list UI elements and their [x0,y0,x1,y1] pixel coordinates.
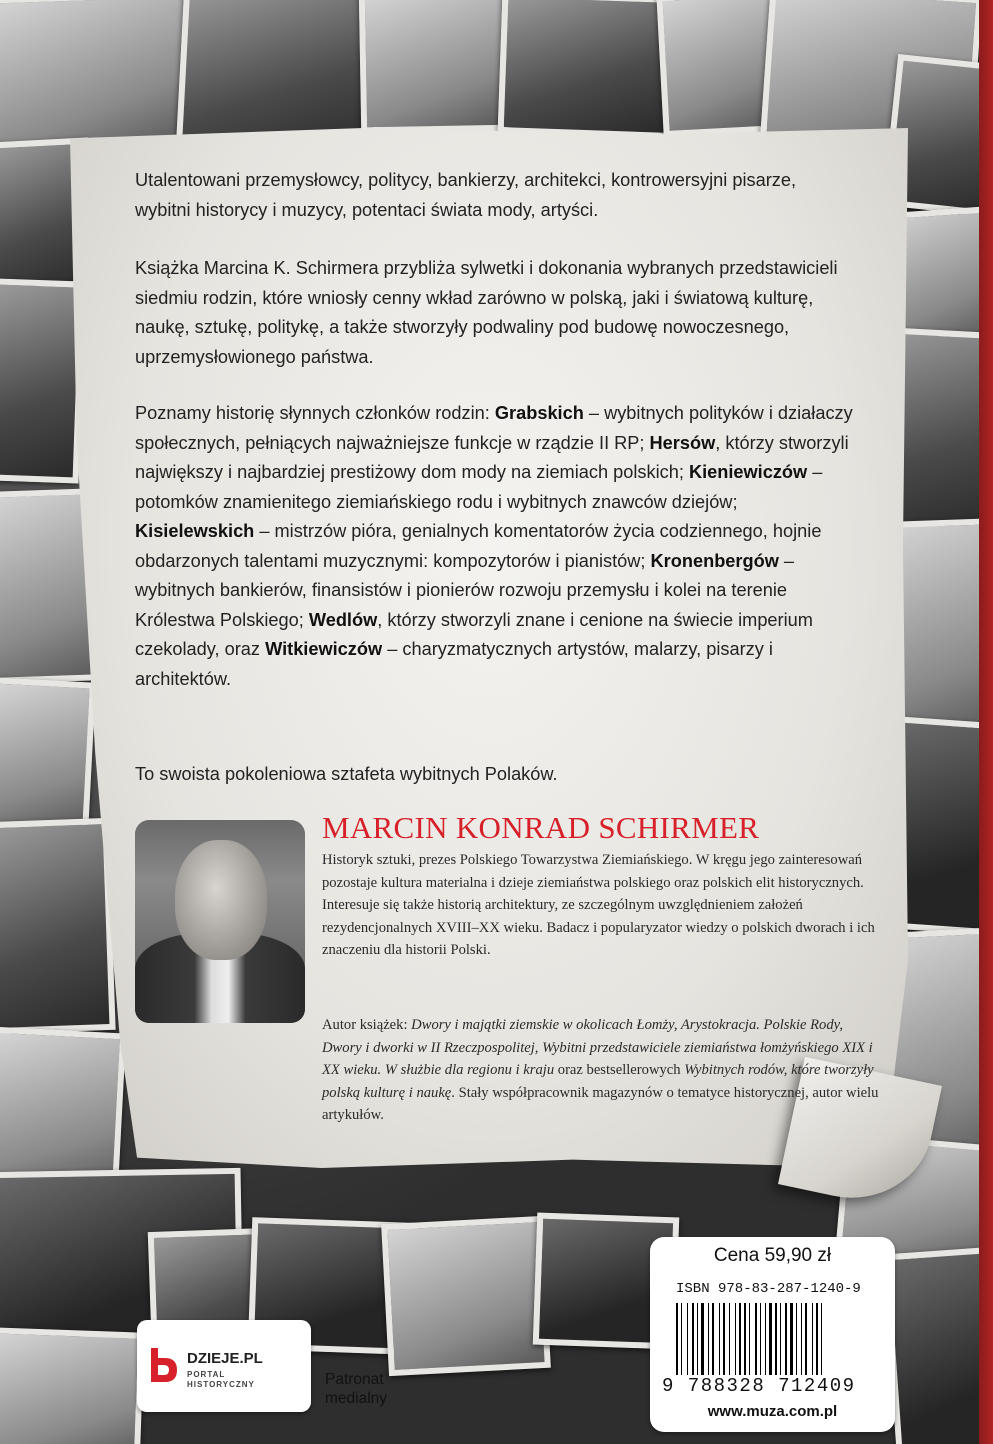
description-text: To swoista pokoleniowa sztafeta wybitnych Polaków. [135,764,558,784]
author-bio-text: Historyk sztuki, prezes Polskiego Towarzystwa Ziemiańskiego. W kręgu jego zainteresowań pozostaje kultura materialna i dzieje ziemiaństwa polskiego oraz polskich elit historycznych. Interesuje się także historią architektury, ze szczególnym uwzględnieniem założeń rezydencjonalnych XVIII–XX wieku. Badacz i popularyzator wiedzy o polskich dworach i ich znaczeniu dla historii Polski. [322,852,875,958]
barcode-bar [814,1303,815,1375]
barcode-bar [692,1303,694,1375]
barcode-bar [737,1303,738,1375]
barcode-bar [683,1303,686,1375]
barcode-bar [785,1303,787,1375]
barcode-bar [742,1303,743,1375]
family-name: Wedlów [308,609,378,630]
author-bio [322,849,882,962]
barcode-bar [723,1303,725,1375]
barcode-bar [710,1303,711,1375]
barcode-bar [719,1303,720,1375]
logo-subtitle-line: PORTAL [187,1370,226,1379]
family-name: Kieniewiczów [688,462,808,482]
family-name: Hersów [649,432,716,453]
barcode-bar [780,1303,781,1375]
book-titles: Dwory i majątki ziemskie w okolicach Łomży, Arystokracja. Polskie Rody, Dwory i dworki w II Rzeczpospolitej, Wybitni przedstawiciele ziemiaństwa łomżyńskiego XIX i XX wieku. W służbie dla regionu i kraju [322,1017,873,1078]
barcode-bar [739,1303,741,1375]
patronat-line: medialny [325,1390,388,1407]
barcode-digits: 9 788328 712409 [662,1375,856,1397]
barcode-bar [712,1303,714,1375]
text-span: , którzy stworzyli największy i najbardziej prestiżowy dom mody na ziemiach polskich; [135,432,849,482]
barcode-bar [803,1303,804,1375]
family-photo [0,1327,144,1444]
description-paragraph-4 [135,760,855,790]
author-face [175,840,267,960]
barcode-bar [819,1303,820,1375]
barcode-bar [801,1303,802,1375]
family-photo [381,1216,551,1376]
text-span: , którzy stworzyli znane i cenione na świecie imperium czekolady, oraz [135,609,813,659]
text-span: – wybitnych polityków i działaczy społecznych, pełniących najważniejsze funkcje w rządzie II RP; [135,403,853,453]
barcode-bar [778,1303,779,1375]
portrait-photo [0,278,85,483]
barcode-bar [762,1303,764,1375]
children-photo [0,818,116,1034]
barcode-bar [808,1303,811,1375]
barcode [676,1303,876,1375]
price-sticker [650,1237,895,1432]
text-span: . Stały współpracownik magazynów o tematyce historycznej, autor wielu artykułów. [322,1084,879,1123]
logo-subtitle [187,1370,255,1390]
barcode-bar [749,1303,750,1375]
barcode-bar [701,1303,704,1375]
barcode-bar [689,1303,691,1375]
barcode-bar [676,1303,678,1375]
barcode-bar [758,1303,759,1375]
description-text: Utalentowani przemysłowcy, politycy, bankierzy, architekci, kontrowersyjni pisarze, wybitni historycy i muzycy, potentaci świata mody, artyści. [135,170,797,220]
barcode-bar [715,1303,718,1375]
barcode-bar [747,1303,748,1375]
price-label: Cena 59,90 zł [713,1245,832,1266]
dzieje-d-icon [151,1348,177,1384]
barcode-bar [823,1303,825,1375]
sketch-photo [0,677,96,834]
author-books-text [322,1014,882,1127]
logo-subtitle-line: HISTORYCZNY [187,1380,255,1389]
family-photo [359,0,513,133]
barcode-bar [773,1303,774,1375]
text-span: – charyzmatycznych artystów, malarzy, pisarzy i architektów. [135,639,773,689]
barcode-bar [821,1303,822,1375]
barcode-bar [726,1303,728,1375]
isbn-label: ISBN 978-83-287-1240-9 [676,1281,861,1297]
description-paragraph-3 [135,399,855,694]
barcode-bar [699,1303,700,1375]
barcode-bar [705,1303,707,1375]
family-name: Witkiewiczów [265,639,383,659]
text-span: – mistrzów pióra, genialnych komentatorów życia codziennego, hojnie obdarzonych talentami muzycznymi: kompozytorów i pianistów; [135,521,822,571]
barcode-bar [760,1303,761,1375]
barcode-bar [721,1303,722,1375]
text-span: oraz bestsellerowych [554,1062,685,1078]
barcode-bar [790,1303,793,1375]
barcode-bar [697,1303,698,1375]
author-photo [135,820,305,1023]
barcode-bar [755,1303,757,1375]
portrait-photo [883,1246,993,1444]
barcode-bar [782,1303,784,1375]
publisher-url[interactable]: www.muza.com.pl [707,1403,838,1420]
media-patronage-label [325,1370,387,1408]
barcode-bar [767,1303,768,1375]
text-span: – wybitnych bankierów, finansistów i pionierów rozwoju przemysłu i kolei na terenie Królestwa Polskiego; [135,550,795,630]
description-paragraph-1 [135,166,855,225]
barcode-bar [681,1303,682,1375]
barcode-bar [816,1303,818,1375]
author-books [322,1014,882,1127]
barcode-bar [708,1303,709,1375]
family-name: Kronenbergów [650,550,779,571]
barcode-bar [744,1303,746,1375]
barcode-bar [731,1303,734,1375]
barcode-bar [798,1303,800,1375]
barcode-bar [751,1303,754,1375]
logo-title: DZIEJE.PL [187,1350,263,1367]
barcode-bar [765,1303,766,1375]
description-paragraph-2 [135,254,855,372]
barcode-bar [769,1303,772,1375]
text-span: Autor książek: [322,1017,412,1033]
barcode-bar [796,1303,797,1375]
family-name: Kisielewskich [135,521,255,541]
family-photo [0,0,205,150]
text-span: – potomków znamienitego ziemiańskiego rodu i wybitnych znawców dziejów; [135,462,823,512]
barcode-bar [735,1303,736,1375]
spine-edge [979,0,993,1444]
barcode-bar [775,1303,777,1375]
barcode-bar [788,1303,789,1375]
families-text [135,399,855,694]
family-name: Grabskich [494,403,584,423]
patronat-line: Patronat [325,1371,384,1388]
barcode-bar [805,1303,807,1375]
barcode-bar [794,1303,795,1375]
book-titles: Wybitnych rodów, które tworzyły polską kulturę i naukę [322,1062,874,1101]
barcode-bar [687,1303,688,1375]
description-text: Książka Marcina K. Schirmera przybliża sylwetki i dokonania wybranych przedstawicieli siedmiu rodzin, które wniosły cenny wkład zarówno w polską, jaki i światową kulturę, naukę, sztukę, politykę, a także stworzyły podwaliny pod budowę nowoczesnego, uprzemysłowionego państwa. [135,258,838,367]
dzieje-logo [137,1320,311,1412]
text-span: Poznamy historię słynnych członków rodzin: [135,403,495,423]
barcode-bar [729,1303,730,1375]
author-name: MARCIN KONRAD SCHIRMER [322,810,760,845]
barcode-bar [679,1303,680,1375]
barcode-bar [812,1303,813,1375]
barcode-bar [695,1303,696,1375]
car-photo [498,0,675,139]
